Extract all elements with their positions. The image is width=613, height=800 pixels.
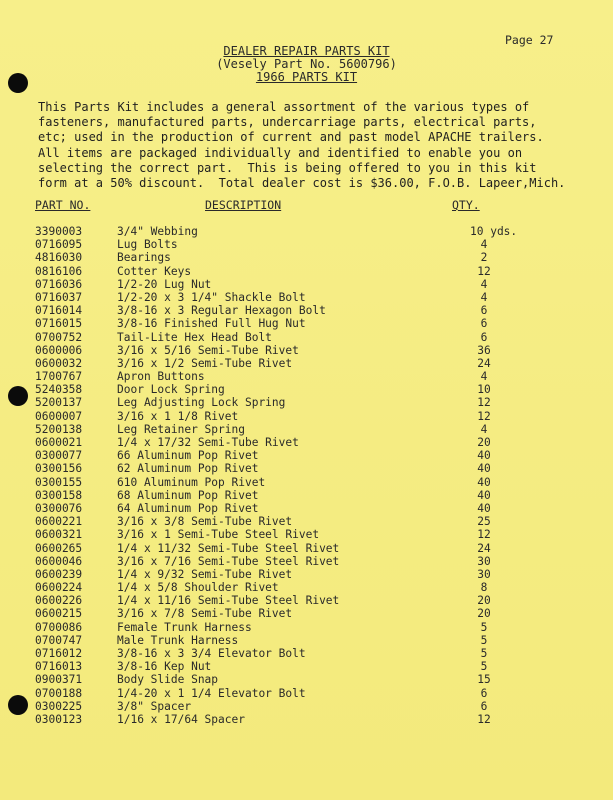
table-row xyxy=(0,647,613,660)
table-row xyxy=(0,476,613,489)
qty-cell: 30 xyxy=(477,554,491,568)
description-cell: Bearings xyxy=(117,251,171,265)
part-number-cell: 0716095 xyxy=(35,238,83,252)
table-row xyxy=(0,594,613,607)
table-row xyxy=(0,317,613,330)
intro-line: form at a 50% discount. Total dealer cost is $36.00, F.O.B. Lapeer,Mich. xyxy=(38,176,566,191)
qty-cell: 25 xyxy=(477,515,491,529)
table-row xyxy=(0,238,613,251)
part-number-cell: 0600221 xyxy=(35,515,83,529)
table-row xyxy=(0,568,613,581)
description-cell: 3/8-16 Kep Nut xyxy=(117,660,212,674)
description-cell: 3/4" Webbing xyxy=(117,225,198,238)
table-row xyxy=(0,687,613,700)
qty-cell: 4 xyxy=(480,277,488,291)
table-row xyxy=(0,396,613,409)
description-cell: Cotter Keys xyxy=(117,264,192,278)
part-number-cell: 0700747 xyxy=(35,633,83,647)
description-cell: 3/16 x 1/2 Semi-Tube Rivet xyxy=(117,356,293,370)
description-cell: Leg Retainer Spring xyxy=(117,422,245,436)
qty-cell: 36 xyxy=(477,343,491,357)
qty-cell: 4 xyxy=(480,422,488,436)
description-cell: 610 Aluminum Pop Rivet xyxy=(117,475,266,489)
description-cell: 3/16 x 7/8 Semi-Tube Rivet xyxy=(117,607,293,621)
qty-cell: 40 xyxy=(477,475,491,489)
intro-line: All items are packaged individually and identified to enable you on xyxy=(38,145,523,160)
description-cell: Lug Bolts xyxy=(117,238,178,252)
qty-cell: 15 xyxy=(477,673,491,687)
qty-cell: 30 xyxy=(477,567,491,581)
part-number-cell: 0700752 xyxy=(35,330,83,344)
table-row xyxy=(0,383,613,396)
qty-cell: 6 xyxy=(480,317,488,331)
table-row xyxy=(0,344,613,357)
part-number-cell: 4816030 xyxy=(35,251,83,265)
part-number-cell: 0700086 xyxy=(35,620,83,634)
description-cell: 3/16 x 7/16 Semi-Tube Steel Rivet xyxy=(117,554,340,568)
part-number-cell: 5240358 xyxy=(35,383,83,397)
intro-line: etc; used in the production of current and past model APACHE trailers. xyxy=(38,130,544,145)
qty-cell: 6 xyxy=(480,330,488,344)
table-row xyxy=(0,251,613,264)
table-row xyxy=(0,542,613,555)
description-cell: 1/2-20 Lug Nut xyxy=(117,277,212,291)
part-number-cell: 0600321 xyxy=(35,528,83,542)
intro-line: fasteners, manufactured parts, undercarriage parts, electrical parts, xyxy=(38,115,537,130)
table-row xyxy=(0,423,613,436)
part-number-cell: 0716013 xyxy=(35,660,83,674)
part-number-cell: 0600032 xyxy=(35,356,83,370)
part-number-cell: 0600021 xyxy=(35,436,83,449)
description-cell: 3/8-16 x 3 Regular Hexagon Bolt xyxy=(117,304,326,318)
intro-line: This Parts Kit includes a general assortment of the various types of xyxy=(38,100,530,114)
qty-cell: 10 xyxy=(477,383,491,397)
part-number-cell: 0300076 xyxy=(35,501,83,515)
table-row xyxy=(0,304,613,317)
table-row xyxy=(0,673,613,686)
part-number-cell: 5200138 xyxy=(35,422,83,436)
title-block xyxy=(0,45,613,84)
part-number-cell: 0700188 xyxy=(35,686,83,700)
table-row xyxy=(0,502,613,515)
description-cell: 1/16 x 17/64 Spacer xyxy=(117,712,245,726)
description-cell: 3/16 x 5/16 Semi-Tube Rivet xyxy=(117,343,299,357)
part-number-cell: 0716037 xyxy=(35,290,83,304)
parts-table xyxy=(0,225,613,726)
qty-cell: 12 xyxy=(477,528,491,542)
description-cell: 1/4-20 x 1 1/4 Elevator Bolt xyxy=(117,686,306,700)
description-cell: 3/16 x 1 Semi-Tube Steel Rivet xyxy=(117,528,320,542)
qty-cell: 12 xyxy=(477,409,491,423)
part-number-cell: 0600046 xyxy=(35,554,83,568)
table-row xyxy=(0,278,613,291)
table-row xyxy=(0,265,613,278)
description-cell: 3/8-16 Finished Full Hug Nut xyxy=(117,317,306,331)
qty-cell: 40 xyxy=(477,501,491,515)
table-row xyxy=(0,700,613,713)
description-cell: 1/4 x 11/16 Semi-Tube Steel Rivet xyxy=(117,594,340,608)
part-number-cell: 0716012 xyxy=(35,647,83,660)
column-header-qty: QTY. xyxy=(452,198,480,212)
part-number-cell: 0300123 xyxy=(35,712,83,726)
part-number-cell: 3390003 xyxy=(35,225,83,238)
part-number-cell: 0600006 xyxy=(35,343,83,357)
qty-cell: 20 xyxy=(477,607,491,621)
description-cell: 62 Aluminum Pop Rivet xyxy=(117,462,259,476)
page-number: Page 27 xyxy=(505,33,554,47)
description-cell: 1/4 x 9/32 Semi-Tube Rivet xyxy=(117,567,293,581)
table-row xyxy=(0,713,613,726)
title-part-number: (Vesely Part No. 5600796) xyxy=(216,57,397,71)
table-row xyxy=(0,449,613,462)
part-number-cell: 0716014 xyxy=(35,304,83,318)
table-row xyxy=(0,489,613,502)
table-row xyxy=(0,607,613,620)
title-heading: DEALER REPAIR PARTS KIT xyxy=(223,44,390,58)
part-number-cell: 0300225 xyxy=(35,699,83,713)
table-row xyxy=(0,291,613,304)
description-cell: 1/4 x 5/8 Shoulder Rivet xyxy=(117,581,279,595)
table-row xyxy=(0,581,613,594)
qty-cell: 6 xyxy=(480,699,488,713)
table-row xyxy=(0,436,613,449)
description-cell: Apron Buttons xyxy=(117,370,205,384)
part-number-cell: 0816106 xyxy=(35,264,83,278)
qty-cell: 40 xyxy=(477,462,491,476)
part-number-cell: 0300158 xyxy=(35,488,83,502)
qty-cell: 5 xyxy=(480,633,488,647)
description-cell: 3/16 x 3/8 Semi-Tube Rivet xyxy=(117,515,293,529)
qty-cell: 4 xyxy=(480,238,488,252)
part-number-cell: 0716036 xyxy=(35,277,83,291)
qty-cell: 4 xyxy=(480,370,488,384)
part-number-cell: 0716015 xyxy=(35,317,83,331)
description-cell: Leg Adjusting Lock Spring xyxy=(117,396,286,410)
description-cell: Female Trunk Harness xyxy=(117,620,252,634)
title-subheading: 1966 PARTS KIT xyxy=(255,70,358,84)
qty-cell: 5 xyxy=(480,660,488,674)
qty-cell: 8 xyxy=(480,581,488,595)
description-cell: 1/4 x 17/32 Semi-Tube Rivet xyxy=(117,436,299,449)
table-row xyxy=(0,370,613,383)
qty-cell: 12 xyxy=(477,396,491,410)
table-row xyxy=(0,225,613,238)
table-row xyxy=(0,555,613,568)
qty-cell: 40 xyxy=(477,449,491,463)
part-number-cell: 0600215 xyxy=(35,607,83,621)
description-cell: 3/16 x 1 1/8 Rivet xyxy=(117,409,239,423)
qty-cell: 4 xyxy=(480,290,488,304)
description-cell: Body Slide Snap xyxy=(117,673,219,687)
qty-cell: 10 yds. xyxy=(470,225,518,238)
qty-cell: 2 xyxy=(480,251,488,265)
qty-cell: 24 xyxy=(477,356,491,370)
part-number-cell: 1700767 xyxy=(35,370,83,384)
qty-cell: 40 xyxy=(477,488,491,502)
description-cell: 1/2-20 x 3 1/4" Shackle Bolt xyxy=(117,290,306,304)
qty-cell: 12 xyxy=(477,264,491,278)
description-cell: Door Lock Spring xyxy=(117,383,225,397)
column-header-description: DESCRIPTION xyxy=(205,198,282,212)
table-row xyxy=(0,357,613,370)
description-cell: 66 Aluminum Pop Rivet xyxy=(117,449,259,463)
qty-cell: 20 xyxy=(477,594,491,608)
intro-paragraph xyxy=(38,100,578,191)
qty-cell: 20 xyxy=(477,436,491,449)
table-row xyxy=(0,621,613,634)
description-cell: 1/4 x 11/32 Semi-Tube Steel Rivet xyxy=(117,541,340,555)
description-cell: 68 Aluminum Pop Rivet xyxy=(117,488,259,502)
table-row xyxy=(0,528,613,541)
table-row xyxy=(0,660,613,673)
qty-cell: 5 xyxy=(480,620,488,634)
table-row xyxy=(0,634,613,647)
qty-cell: 6 xyxy=(480,686,488,700)
qty-cell: 12 xyxy=(477,712,491,726)
part-number-cell: 5200137 xyxy=(35,396,83,410)
part-number-cell: 0300077 xyxy=(35,449,83,463)
description-cell: 3/8-16 x 3 3/4 Elevator Bolt xyxy=(117,647,306,660)
qty-cell: 5 xyxy=(480,647,488,660)
part-number-cell: 0600239 xyxy=(35,567,83,581)
intro-line: selecting the correct part. This is being offered to you in this kit xyxy=(38,160,537,175)
description-cell: Male Trunk Harness xyxy=(117,633,239,647)
table-row xyxy=(0,462,613,475)
table-row xyxy=(0,515,613,528)
part-number-cell: 0600007 xyxy=(35,409,83,423)
column-header-part: PART NO. xyxy=(35,198,91,212)
part-number-cell: 0600224 xyxy=(35,581,83,595)
part-number-cell: 0300155 xyxy=(35,475,83,489)
qty-cell: 6 xyxy=(480,304,488,318)
table-row xyxy=(0,410,613,423)
description-cell: 64 Aluminum Pop Rivet xyxy=(117,501,259,515)
qty-cell: 24 xyxy=(477,541,491,555)
part-number-cell: 0300156 xyxy=(35,462,83,476)
table-row xyxy=(0,331,613,344)
description-cell: Tail-Lite Hex Head Bolt xyxy=(117,330,272,344)
part-number-cell: 0900371 xyxy=(35,673,83,687)
description-cell: 3/8" Spacer xyxy=(117,699,192,713)
part-number-cell: 0600265 xyxy=(35,541,83,555)
part-number-cell: 0600226 xyxy=(35,594,83,608)
